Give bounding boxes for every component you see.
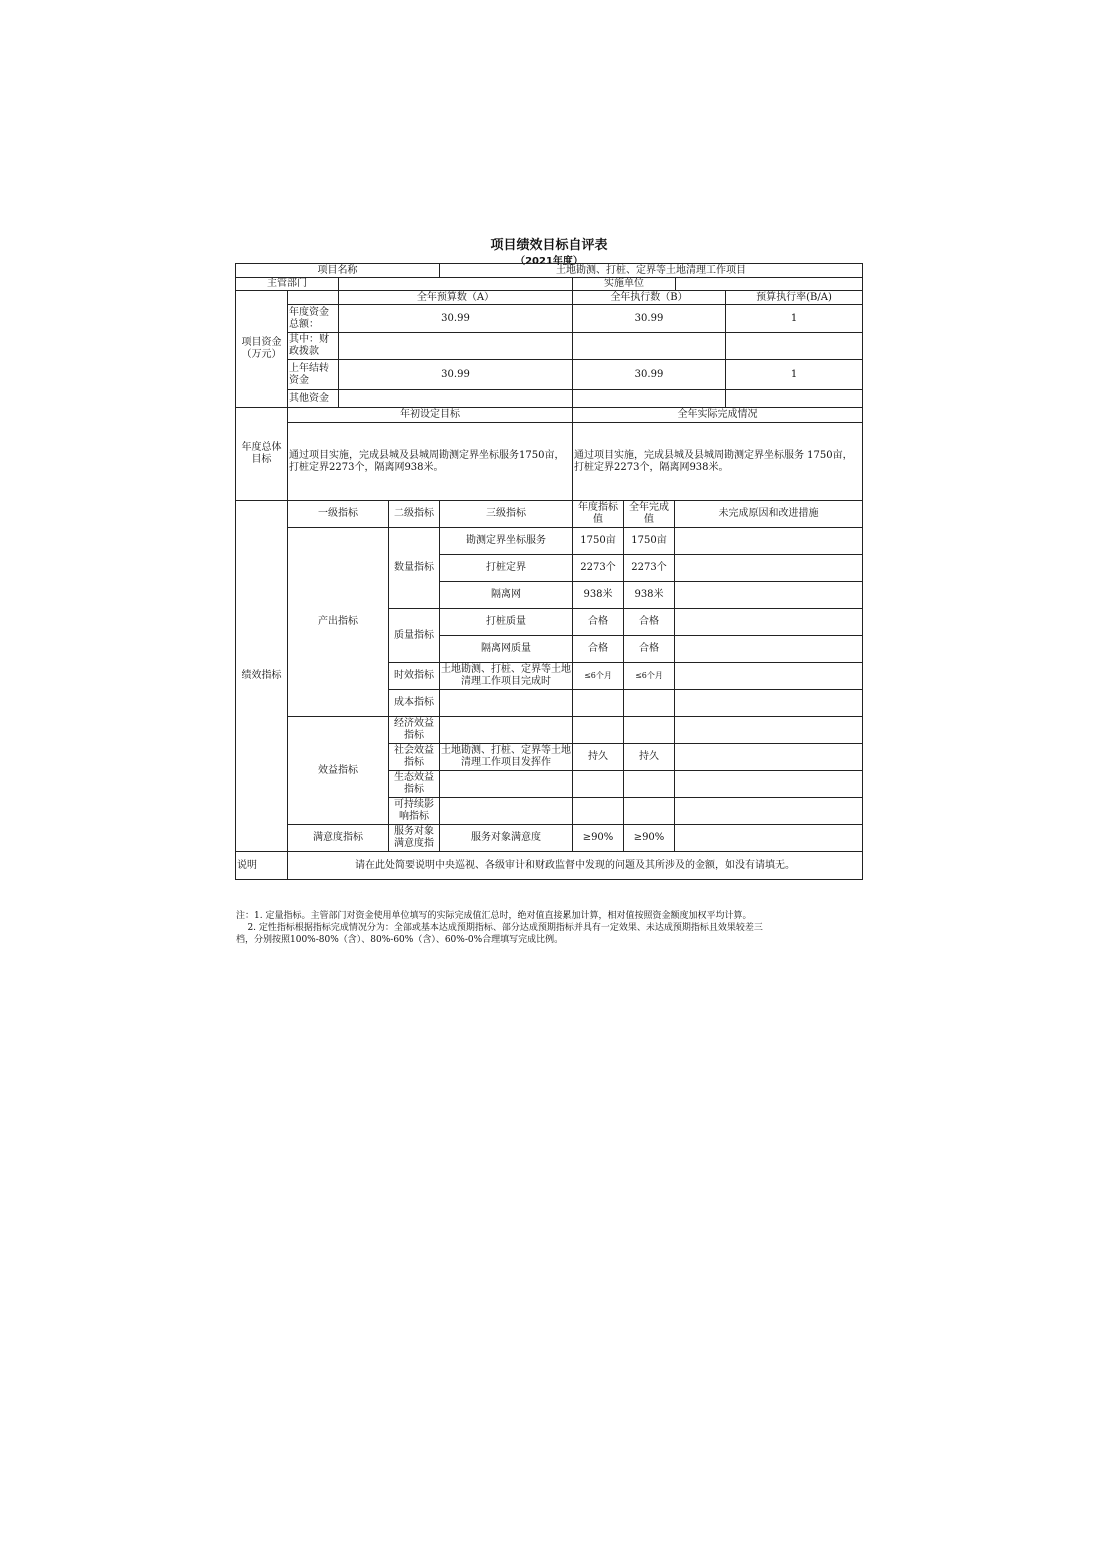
indicator-row-name: 土地勘测、打桩、定界等土地清理工作项目完成时 xyxy=(439,662,573,690)
footnote-line: 2. 定性指标根据指标完成情况分为：全部或基本达成预期指标、部分达成预期指标并具有一定效果、未达成预期指标且效果较差三 xyxy=(236,923,763,933)
funds-label: 项目资金（万元） xyxy=(235,290,288,408)
funds-row-label: 年度资金总额： xyxy=(287,304,339,333)
indicators-label: 绩效指标 xyxy=(235,500,288,852)
funds-row-exec xyxy=(572,332,726,360)
indicator-row-reason xyxy=(674,527,863,555)
footnote-line: 注：1. 定量指标。主管部门对资金使用单位填写的实际完成值汇总时，绝对值直接累加计算，相对值按照资金额度加权平均计算。 xyxy=(236,911,752,921)
funds-row-label: 上年结转资金 xyxy=(287,359,339,390)
remark-label: 说明 xyxy=(235,851,288,880)
indicator-row-target: 938米 xyxy=(572,581,624,609)
project-name-value: 土地勘测、打桩、定界等土地清理工作项目 xyxy=(439,263,863,278)
dept-label: 主管部门 xyxy=(235,277,339,291)
cost-indicator-label: 成本指标 xyxy=(388,689,440,717)
evaluation-table xyxy=(235,263,863,880)
indicator-row-target: 合格 xyxy=(572,608,624,636)
funds-row-rate xyxy=(725,332,863,360)
indicator-row-reason xyxy=(674,824,863,852)
indicator-row-actual xyxy=(623,797,675,825)
indicator-row-actual: 1750亩 xyxy=(623,527,675,555)
indicator-row-name: 打桩质量 xyxy=(439,608,573,636)
indicator-row-actual: 938米 xyxy=(623,581,675,609)
indicator-row-name xyxy=(439,797,573,825)
indicator-row-actual: ≤6个月 xyxy=(623,662,675,690)
h-level2: 二级指标 xyxy=(388,500,440,528)
indicator-row-reason xyxy=(674,581,863,609)
funds-row-rate xyxy=(725,389,863,408)
footnotes xyxy=(236,910,866,946)
indicator-row-actual: 合格 xyxy=(623,635,675,663)
indicator-row-target: ≥90% xyxy=(572,824,624,852)
h-level1: 一级指标 xyxy=(287,500,389,528)
indicator-row-name: 服务对象满意度 xyxy=(439,824,573,852)
indicator-row-reason xyxy=(674,635,863,663)
remark-text: 请在此处简要说明中央巡视、各级审计和财政监督中发现的问题及其所涉及的金额，如没有请填无。 xyxy=(287,851,863,880)
indicator-row-name: 隔离网质量 xyxy=(439,635,573,663)
indicator-row-reason xyxy=(674,743,863,771)
quantity-indicator-label: 数量指标 xyxy=(388,527,440,609)
goals-col-actual: 全年实际完成情况 xyxy=(572,407,863,423)
unit-label: 实施单位 xyxy=(572,277,676,291)
h-reason: 未完成原因和改进措施 xyxy=(674,500,863,528)
indicator-row-actual: 合格 xyxy=(623,608,675,636)
indicator-row-actual xyxy=(623,716,675,744)
indicator-row-reason xyxy=(674,554,863,582)
indicator-row-name: 勘测定界坐标服务 xyxy=(439,527,573,555)
indicator-row-target: 2273个 xyxy=(572,554,624,582)
indicator-row-target: 持久 xyxy=(572,743,624,771)
indicator-row-target xyxy=(572,716,624,744)
indicator-row-target: 1750亩 xyxy=(572,527,624,555)
indicator-row-name: 土地勘测、打桩、定界等土地清理工作项目发挥作 xyxy=(439,743,573,771)
funds-header-blank xyxy=(287,290,339,305)
h-actual: 全年完成值 xyxy=(623,500,675,528)
indicator-row-actual: 持久 xyxy=(623,743,675,771)
indicator-row-reason xyxy=(674,608,863,636)
funds-row-budget: 30.99 xyxy=(338,359,573,390)
goals-actual-text: 通过项目实施，完成县城及县城周勘测定界坐标服务 1750亩，打桩定界2273个，隔离网938米。 xyxy=(572,422,863,501)
time-indicator-label: 时效指标 xyxy=(388,662,440,690)
indicator-row-name: 隔离网 xyxy=(439,581,573,609)
indicator-row-name xyxy=(439,716,573,744)
funds-row-rate: 1 xyxy=(725,359,863,390)
indicator-row-name xyxy=(439,770,573,798)
funds-row-exec: 30.99 xyxy=(572,304,726,333)
indicator-row-target xyxy=(572,689,624,717)
funds-col-budget: 全年预算数（A） xyxy=(338,290,573,305)
unit-value xyxy=(675,277,863,291)
indicator-row-actual xyxy=(623,770,675,798)
goals-plan-text: 通过项目实施，完成县城及县城周勘测定界坐标服务1750亩，打桩定界2273个，隔离网938米。 xyxy=(287,422,573,501)
social-indicator-label: 社会效益指标 xyxy=(388,743,440,771)
form-subtitle: （2021年度） xyxy=(515,256,583,267)
economic-indicator-label: 经济效益指标 xyxy=(388,716,440,744)
effect-indicator-label: 效益指标 xyxy=(287,716,389,825)
footnote-line: 档，分别按照100%-80%（含）、80%-60%（含）、60%-0%合理填写完成比例。 xyxy=(236,935,564,945)
service-indicator-label: 服务对象满意度指 xyxy=(388,824,440,852)
funds-row-label: 其他资金 xyxy=(287,389,339,408)
funds-row-label: 其中：财政拨款 xyxy=(287,332,339,360)
indicator-row-name: 打桩定界 xyxy=(439,554,573,582)
indicator-row-target xyxy=(572,797,624,825)
funds-row-rate: 1 xyxy=(725,304,863,333)
funds-row-budget xyxy=(338,389,573,408)
goals-label: 年度总体目标 xyxy=(235,407,288,501)
indicator-row-actual: 2273个 xyxy=(623,554,675,582)
dept-value xyxy=(338,277,573,291)
indicator-row-reason xyxy=(674,770,863,798)
funds-row-budget xyxy=(338,332,573,360)
indicator-row-target: 合格 xyxy=(572,635,624,663)
goals-col-plan: 年初设定目标 xyxy=(287,407,573,423)
h-level3: 三级指标 xyxy=(439,500,573,528)
output-indicator-label: 产出指标 xyxy=(287,527,389,717)
funds-row-budget: 30.99 xyxy=(338,304,573,333)
funds-row-exec: 30.99 xyxy=(572,359,726,390)
h-target: 年度指标值 xyxy=(572,500,624,528)
indicator-row-reason xyxy=(674,797,863,825)
sustain-indicator-label: 可持续影响指标 xyxy=(388,797,440,825)
indicator-row-actual: ≥90% xyxy=(623,824,675,852)
form-title: 项目绩效目标自评表 xyxy=(490,238,608,253)
project-name-label: 项目名称 xyxy=(235,263,440,278)
funds-row-exec xyxy=(572,389,726,408)
indicator-row-name xyxy=(439,689,573,717)
indicator-row-reason xyxy=(674,662,863,690)
funds-col-exec: 全年执行数（B） xyxy=(572,290,726,305)
indicator-row-reason xyxy=(674,689,863,717)
indicator-row-actual xyxy=(623,689,675,717)
indicator-row-target: ≤6个月 xyxy=(572,662,624,690)
quality-indicator-label: 质量指标 xyxy=(388,608,440,663)
funds-col-rate: 预算执行率(B/A) xyxy=(725,290,863,305)
indicator-row-target xyxy=(572,770,624,798)
satisfaction-indicator-label: 满意度指标 xyxy=(287,824,389,852)
eco-indicator-label: 生态效益指标 xyxy=(388,770,440,798)
indicator-row-reason xyxy=(674,716,863,744)
